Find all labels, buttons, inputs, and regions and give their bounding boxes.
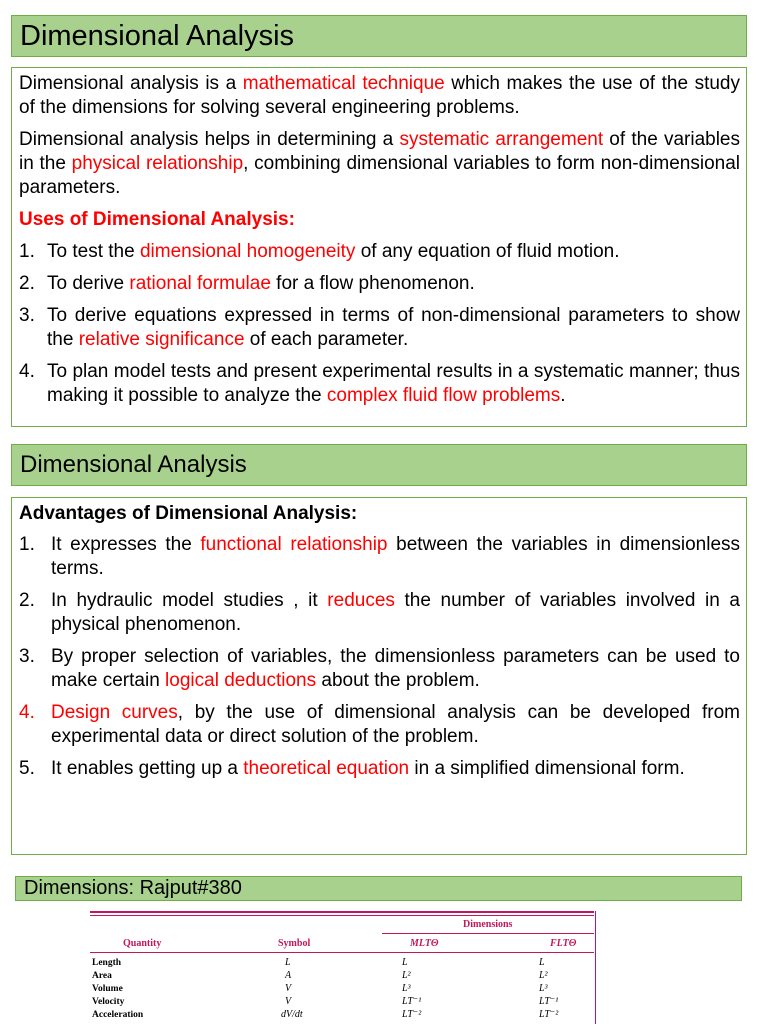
group-header-rule [382,933,594,934]
table-right-rule [595,911,596,1024]
dimensions-table [82,907,602,1024]
table-cell-quantity: Length [92,958,122,968]
table-cell-symbol: dV/dt [281,1009,303,1020]
emphasis-text: mathematical technique [242,73,445,94]
table-cell-flt: L [539,957,545,968]
table-cell-mlt: LT⁻² [402,1009,422,1020]
slide3-title: Dimensions: Rajput#380 [15,876,742,901]
slide1-content-box [11,67,747,427]
table-cell-quantity: Acceleration [92,1010,144,1020]
table-cell-mlt: L³ [402,983,411,994]
list-item: 2. To derive rational formulae for a flow phenomenon. [19,273,475,294]
column-header-symbol: Symbol [278,938,311,949]
list-item: 4. Design curves, by the use of dimensional analysis can be developed from experimental data or direct solution of the problem. [19,702,740,747]
table-cell-flt: L² [539,970,548,981]
uses-heading: Uses of Dimensional Analysis: [19,209,295,230]
table-cell-quantity: Area [92,971,112,981]
table-top-rule [90,911,594,913]
header-bottom-rule [90,952,594,953]
table-cell-flt: LT⁻² [539,1009,559,1020]
slide2-title: Dimensional Analysis [11,444,747,486]
list-item: 3. To derive equations expressed in terms of non-dimensional parameters to show the relative significance of each parameter. [19,305,740,350]
table-cell-quantity: Velocity [92,997,125,1007]
list-item: 3. By proper selection of variables, the dimensionless parameters can be used to make certain logical deductions about the problem. [19,646,740,691]
list-item: 1. To test the dimensional homogeneity of any equation of fluid motion. [19,241,620,262]
emphasis-text: systematic arrangement [399,129,604,150]
list-item: 2. In hydraulic model studies , it reduces the number of variables involved in a physical phenomenon. [19,590,740,635]
advantages-list [19,533,740,781]
table-cell-flt: L³ [539,983,548,994]
table-cell-flt: LT⁻¹ [539,996,559,1007]
list-item: 4. To plan model tests and present experimental results in a systematic manner; thus making it possible to analyze the complex fluid flow problems. [19,361,740,406]
column-header-quantity: Quantity [123,938,162,949]
column-header-mlt: MLTΘ [410,938,439,949]
table-cell-quantity: Volume [92,984,123,994]
dimensions-group-header: Dimensions [463,919,513,930]
advantages-heading: Advantages of Dimensional Analysis: [19,503,358,524]
slide1-title: Dimensional Analysis [11,15,747,57]
intro-paragraph: Dimensional analysis is a mathematical technique which makes the use of the study of the dimensions for solving several engineering problems. [19,73,740,118]
slide2-content-box [11,497,747,855]
table-cell-mlt: LT⁻¹ [402,996,422,1007]
table-cell-symbol: L [285,957,291,968]
uses-list [19,240,740,408]
table-cell-symbol: A [285,970,292,981]
table-cell-mlt: L [402,957,408,968]
table-top-rule [90,915,594,916]
description-paragraph: Dimensional analysis helps in determining a systematic arrangement of the variables in the physical relationship, combining dimensional variables to form non-dimensional parameters. [19,129,740,198]
list-item: 5. It enables getting up a theoretical equation in a simplified dimensional form. [19,758,685,779]
table-cell-symbol: V [285,996,292,1007]
table-cell-symbol: V [285,983,292,994]
emphasis-text: physical relationship [71,153,244,174]
table-cell-mlt: L² [402,970,411,981]
column-header-flt: FLTΘ [550,938,577,949]
list-item: 1. It expresses the functional relationship between the variables in dimensionless terms. [19,534,741,579]
